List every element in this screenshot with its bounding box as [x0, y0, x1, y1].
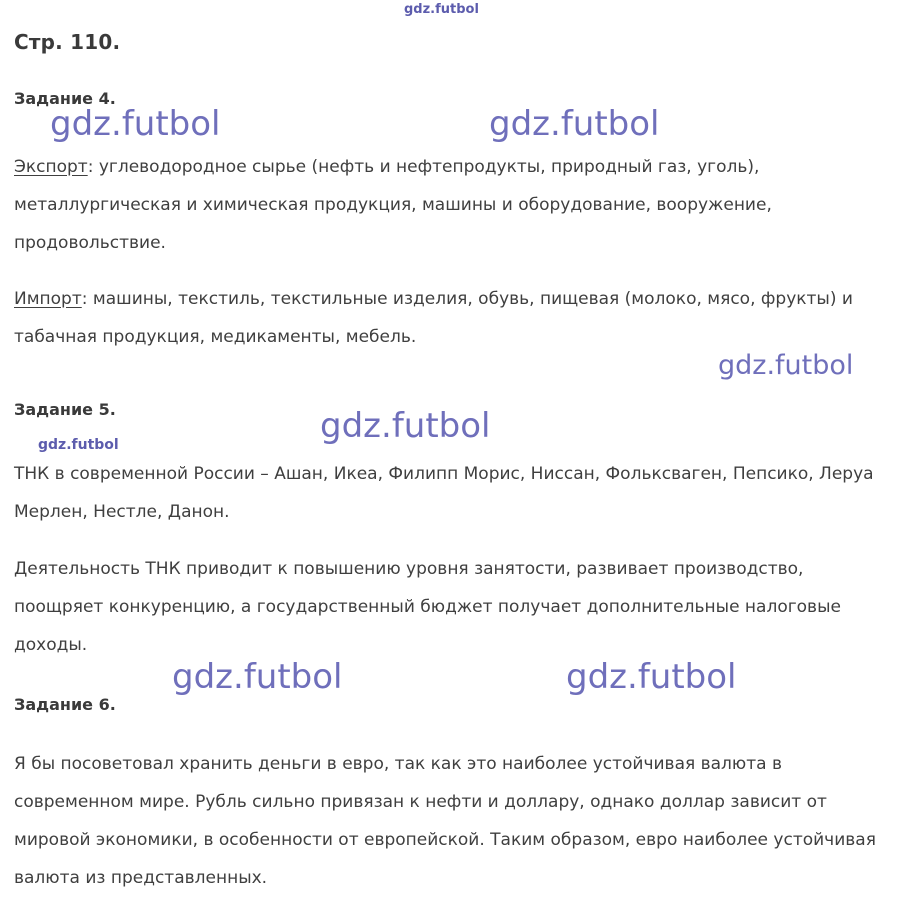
page-number: Стр. 110. — [14, 30, 121, 54]
export-label-suffix: : — [87, 157, 99, 177]
import-label-suffix: : — [81, 289, 93, 309]
paragraph-currency-advice: Я бы посоветовал хранить деньги в евро, так как это наиболее устойчивая валюта в современном мире. Рубль сильно привязан к нефти и доллару, однако доллар зависит от мировой экономики, в особенности от европейской. Таким образом, евро наиболее устойчивая валюта из представленных. — [14, 754, 876, 888]
paragraph-tnk-list: ТНК в современной России – Ашан, Икеа, Филипп Морис, Ниссан, Фольксваген, Пепсико, Леруа Мерлен, Нестле, Данон. — [14, 464, 874, 522]
task-heading-4: Задание 4. — [14, 89, 116, 108]
watermark-lower-left: gdz.futbol — [172, 657, 343, 697]
watermark-small-left: gdz.futbol — [38, 437, 119, 453]
import-text: машины, текстиль, текстильные изделия, обувь, пищевая (молоко, мясо, фрукты) и табачная продукция, медикаменты, мебель. — [14, 289, 853, 347]
watermark-upper-left: gdz.futbol — [50, 104, 221, 144]
import-label: Импорт — [14, 289, 82, 309]
paragraph-tnk-activity: Деятельность ТНК приводит к повышению уровня занятости, развивает производство, поощряет конкуренцию, а государственный бюджет получает дополнительные налоговые доходы. — [14, 559, 841, 655]
paragraph-export — [14, 148, 898, 262]
task-heading-5: Задание 5. — [14, 400, 116, 419]
watermark-mid-center: gdz.futbol — [320, 406, 491, 446]
watermark-top-center: gdz.futbol — [404, 2, 479, 17]
export-text: углеводородное сырье (нефть и нефтепродукты, природный газ, уголь), металлургическая и химическая продукция, машины и оборудование, вооружение, продовольствие. — [14, 157, 772, 253]
paragraph-import — [14, 280, 898, 356]
watermark-lower-right: gdz.futbol — [566, 657, 737, 697]
watermark-upper-right: gdz.futbol — [489, 104, 660, 144]
watermark-mid-right: gdz.futbol — [718, 350, 854, 381]
export-label: Экспорт — [14, 157, 88, 177]
task-heading-6: Задание 6. — [14, 695, 116, 714]
